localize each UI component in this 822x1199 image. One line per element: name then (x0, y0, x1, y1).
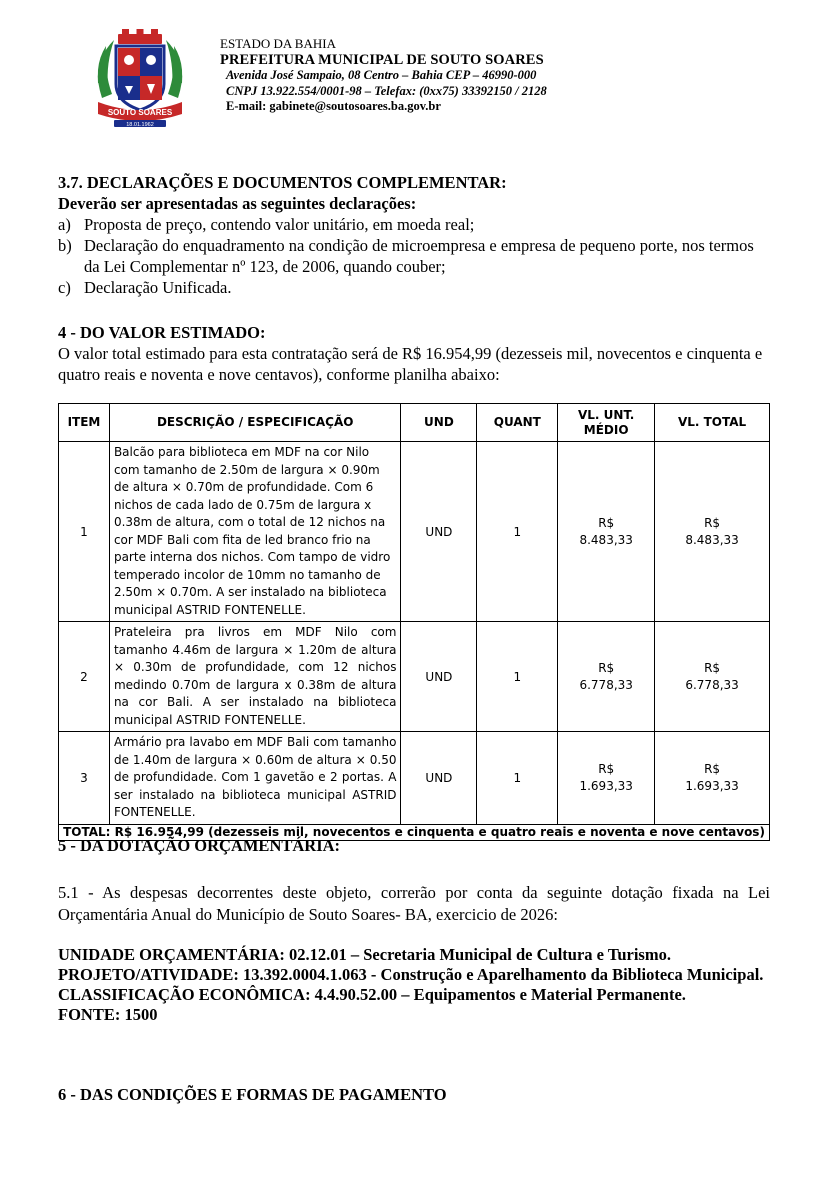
section-4-title: 4 - DO VALOR ESTIMADO: (58, 323, 266, 342)
currency-symbol: R$ (598, 660, 615, 675)
currency-symbol: R$ (598, 761, 615, 776)
cell-unit-value (558, 732, 655, 825)
letterhead-text (220, 36, 547, 115)
list-marker: b) (58, 236, 72, 255)
cell-unit: UND (401, 442, 477, 622)
section-5-1-text: 5.1 - As despesas decorrentes deste objeto, correrão por conta da seguinte dotação fixada na Lei Orçamentária Anual do Município de Souto Soares- BA, exercicio de 2026: (58, 883, 770, 924)
letterhead (92, 28, 792, 128)
cell-unit: UND (401, 622, 477, 732)
header-unit-value (558, 404, 655, 442)
cell-item: 3 (59, 732, 110, 825)
address-line: Avenida José Sampaio, 08 Centro – Bahia CEP – 46990-000 (226, 68, 537, 82)
header-quantity: QUANT (477, 404, 558, 442)
email-line: E-mail: gabinete@soutosoares.ba.gov.br (226, 99, 441, 113)
table-row (59, 732, 770, 825)
cell-total-value (655, 442, 770, 622)
cell-description: Armário pra lavabo em MDF Bali com tamanho de 1.40m de largura × 0.60m de altura × 0.50 de profundidade. Com 1 gavetão e 2 portas. A ser instalado na biblioteca municipal ASTRID FONTENELLE. (109, 732, 401, 825)
list-text: Proposta de preço, contendo valor unitário, em moeda real; (84, 215, 475, 234)
cell-quantity: 1 (477, 622, 558, 732)
header-unit-value-line1: VL. UNT. (577, 407, 635, 422)
cell-total-value (655, 622, 770, 732)
unit-value: 1.693,33 (579, 778, 633, 793)
section-4 (58, 322, 770, 385)
header-unit-value-line2: MÉDIO (583, 422, 629, 437)
section-5-title: 5 - DA DOTAÇÃO ORÇAMENTÁRIA: (58, 836, 341, 855)
section-5-1 (58, 882, 770, 926)
cell-unit: UND (401, 732, 477, 825)
list-item (58, 277, 770, 298)
seal-date-text: 18.01.1962 (126, 122, 154, 128)
list-text: Declaração Unificada. (84, 278, 232, 297)
budget-allocation (58, 945, 770, 1025)
section-5 (58, 835, 770, 856)
budget-classification: CLASSIFICAÇÃO ECONÔMICA: 4.4.90.52.00 – Equipamentos e Material Permanente. (58, 985, 686, 1004)
list-item (58, 235, 770, 277)
currency-symbol: R$ (704, 515, 721, 530)
table-header-row (59, 404, 770, 442)
seal-banner-text: SOUTO SOARES (107, 108, 173, 117)
cell-description: Balcão para biblioteca em MDF na cor Nilo com tamanho de 2.50m de largura × 0.90m de altura × 0.70m de profundidade. Com 6 nichos de cada lado de 0.75m de largura x 0.38m de altura, com o total de 12 nichos na cor MDF Bali com fita de led branco frio na parte interna dos nichos. Com tampo de vidro temperado incolor de 10mm no tamanho de 2.50m × 0.70m. A ser instalado na biblioteca municipal ASTRID FONTENELLE. (109, 442, 401, 622)
table-row (59, 442, 770, 622)
cell-grand-total: TOTAL: R$ 16.954,99 (dezesseis mil, novecentos e cinquenta e quatro reais e noventa e nove centavos) (59, 824, 770, 840)
section-3-7-intro: Deverão ser apresentadas as seguintes declarações: (58, 194, 417, 213)
budget-source: FONTE: 1500 (58, 1005, 158, 1024)
unit-value: 6.778,33 (579, 677, 633, 692)
section-6-title: 6 - DAS CONDIÇÕES E FORMAS DE PAGAMENTO (58, 1085, 447, 1104)
header-item: ITEM (59, 404, 110, 442)
list-text: Declaração do enquadramento na condição de microempresa e empresa de pequeno porte, nos termos da Lei Complementar nº 123, de 2006, quando couber; (84, 236, 754, 276)
budget-unit: UNIDADE ORÇAMENTÁRIA: 02.12.01 – Secretaria Municipal de Cultura e Turismo. (58, 945, 671, 964)
state-name: ESTADO DA BAHIA (220, 36, 336, 51)
cell-description: Prateleira pra livros em MDF Nilo com tamanho 4.46m de largura × 1.20m de altura × 0.30m de profundidade, com 12 nichos medindo 0.70m de largura x 0.38m de altura na cor Bali. A ser instalado na biblioteca municipal ASTRID FONTENELLE. (109, 622, 401, 732)
cell-quantity: 1 (477, 442, 558, 622)
header-total-value: VL. TOTAL (655, 404, 770, 442)
currency-symbol: R$ (704, 761, 721, 776)
list-item (58, 214, 770, 235)
cnpj-line: CNPJ 13.922.554/0001-98 – Telefax: (0xx75) 33392150 / 2128 (226, 83, 547, 98)
prefecture-name: PREFEITURA MUNICIPAL DE SOUTO SOARES (220, 52, 544, 68)
cell-total-value (655, 732, 770, 825)
cell-unit-value (558, 622, 655, 732)
section-3-7 (58, 172, 770, 298)
unit-value: 8.483,33 (579, 532, 633, 547)
section-3-7-title: 3.7. DECLARAÇÕES E DOCUMENTOS COMPLEMENTAR: (58, 173, 507, 192)
total-value: 1.693,33 (685, 778, 739, 793)
table-row (59, 622, 770, 732)
section-6 (58, 1084, 770, 1105)
total-value: 8.483,33 (685, 532, 739, 547)
total-value: 6.778,33 (685, 677, 739, 692)
cell-unit-value (558, 442, 655, 622)
budget-project: PROJETO/ATIVIDADE: 13.392.0004.1.063 - Construção e Aparelhamento da Biblioteca Municipal. (58, 965, 764, 984)
currency-symbol: R$ (704, 660, 721, 675)
list-marker: c) (58, 278, 71, 297)
cell-quantity: 1 (477, 732, 558, 825)
cell-item: 2 (59, 622, 110, 732)
cell-item: 1 (59, 442, 110, 622)
municipal-seal-icon (92, 28, 188, 128)
price-table (58, 403, 770, 841)
header-description: DESCRIÇÃO / ESPECIFICAÇÃO (109, 404, 401, 442)
currency-symbol: R$ (598, 515, 615, 530)
section-4-text: O valor total estimado para esta contratação será de R$ 16.954,99 (dezesseis mil, novecentos e cinquenta e quatro reais e noventa e nove centavos), conforme planilha abaixo: (58, 344, 763, 384)
list-marker: a) (58, 215, 71, 234)
header-unit: UND (401, 404, 477, 442)
